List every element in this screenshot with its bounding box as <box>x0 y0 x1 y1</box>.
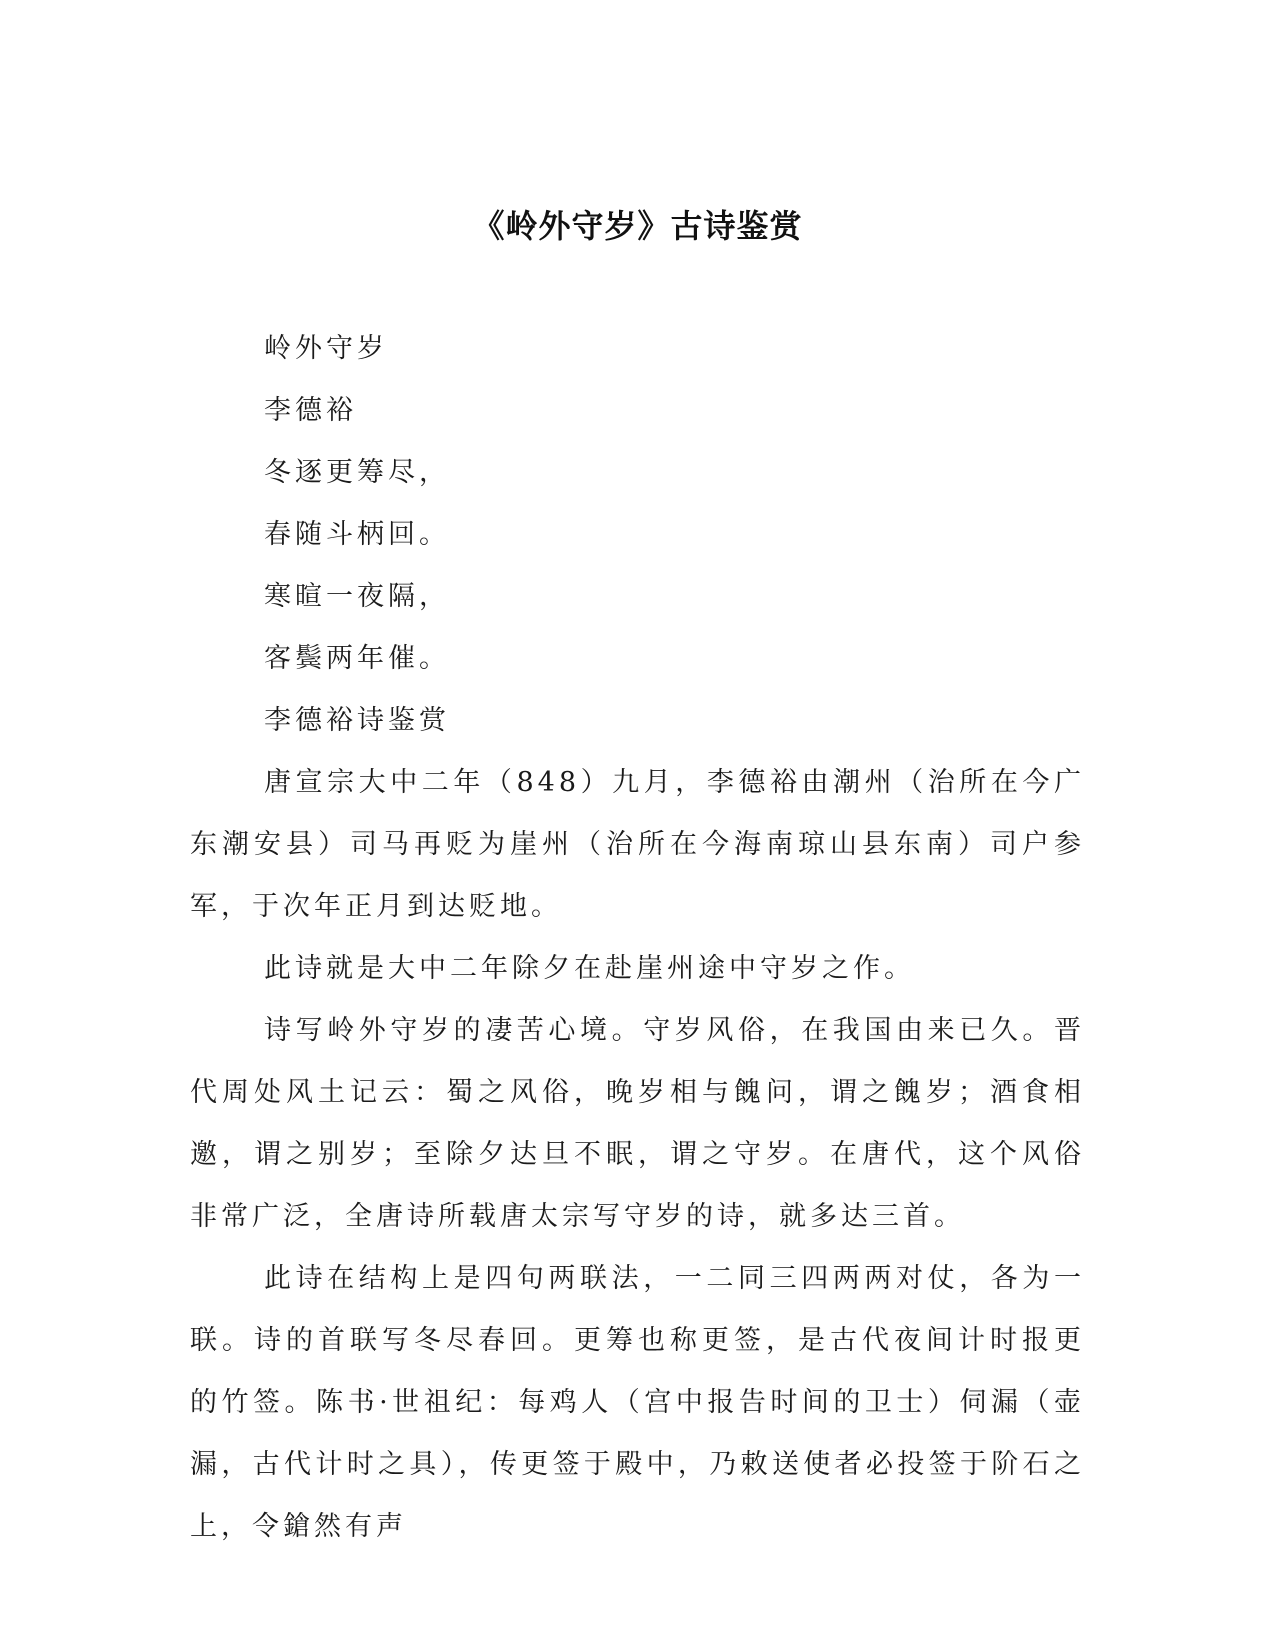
paragraph: 此诗就是大中二年除夕在赴崖州途中守岁之作。 <box>264 953 915 984</box>
poem-line: 春随斗柄回。 <box>264 519 450 550</box>
document-title: 《岭外守岁》古诗鉴赏 <box>472 207 803 245</box>
document-body <box>190 318 1085 1558</box>
section-heading: 李德裕诗鉴赏 <box>264 705 450 736</box>
paragraph: 唐宣宗大中二年（848）九月，李德裕由潮州（治所在今广东潮安县）司马再贬为崖州（治所在今海南琼山县东南）司户参军，于次年正月到达贬地。 <box>190 767 1085 922</box>
poem-title: 岭外守岁 <box>264 333 388 364</box>
poem-line: 冬逐更筹尽， <box>264 457 450 488</box>
poem-line: 客鬓两年催。 <box>264 643 450 674</box>
poem-author: 李德裕 <box>264 395 357 426</box>
paragraph: 此诗在结构上是四句两联法，一二同三四两两对仗，各为一联。诗的首联写冬尽春回。更筹也称更签，是古代夜间计时报更的竹签。陈书·世祖纪：每鸡人（宫中报告时间的卫士）伺漏（壶漏，古代计时之具），传更签于殿中，乃敕送使者必投签于阶石之上，令鎗然有声 <box>190 1263 1085 1542</box>
poem-line: 寒暄一夜隔， <box>264 581 450 612</box>
paragraph: 诗写岭外守岁的凄苦心境。守岁风俗，在我国由来已久。晋代周处风土记云：蜀之风俗，晚岁相与餽问，谓之餽岁；酒食相邀，谓之别岁；至除夕达旦不眠，谓之守岁。在唐代，这个风俗非常广泛，全唐诗所载唐太宗写守岁的诗，就多达三首。 <box>190 1015 1085 1232</box>
